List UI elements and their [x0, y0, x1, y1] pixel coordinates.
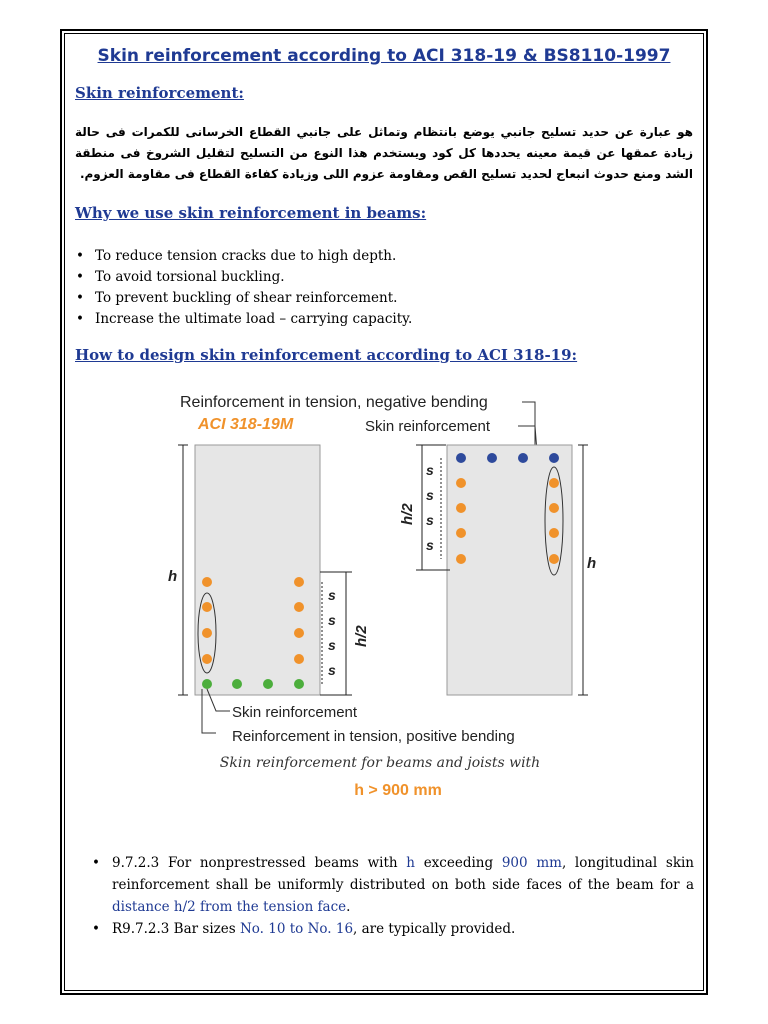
- list-item: • To reduce tension cracks due to high depth.: [75, 246, 412, 267]
- skin-bar: [549, 478, 559, 488]
- tension-bar: [518, 453, 528, 463]
- note-text: , are typically provided.: [353, 921, 516, 937]
- tension-bar: [549, 453, 559, 463]
- label-s: s: [426, 462, 434, 478]
- label-s: s: [426, 487, 434, 503]
- tension-bar: [487, 453, 497, 463]
- skin-bar: [202, 628, 212, 638]
- note-text: exceeding: [414, 855, 502, 871]
- note-highlight: distance h/2 from the tension face: [112, 899, 347, 915]
- code-note-9-7-2-3: [92, 852, 694, 918]
- skin-bar: [456, 478, 466, 488]
- skin-bar: [294, 602, 304, 612]
- label-skin-right: Skin reinforcement: [365, 418, 491, 435]
- label-h2-left: h/2: [353, 625, 370, 647]
- tension-bar: [202, 679, 212, 689]
- label-s: s: [328, 662, 336, 678]
- label-s: s: [426, 537, 434, 553]
- code-note-r9-7-2-3: [92, 918, 694, 940]
- skin-bar: [202, 654, 212, 664]
- tension-bar: [456, 453, 466, 463]
- arabic-definition-paragraph: هو عبارة عن حديد تسليح جانبي يوضع بانتظام وتماثل على جانبي القطاع الخرسانى للكمرات فى حالة زيادة عمقها عن قيمة معينه يحددها كل كود ويستخدم هذا النوع من التسليح لتقليل الشروخ فى منطقة الشد ومنع حدوث انبعاج لحديد تسليح القص ومقاومة عزوم اللى وزيادة كفاءة القطاع فى مقاومة العزوم.: [75, 125, 693, 181]
- label-s: s: [328, 587, 336, 603]
- note-highlight: 900 mm: [501, 855, 562, 871]
- note-text: 9.7.2.3 For nonprestressed beams with: [112, 855, 407, 871]
- reasons-list: [75, 246, 412, 330]
- label-negative-bending: Reinforcement in tension, negative bending: [180, 394, 488, 411]
- note-text: R9.7.2.3 Bar sizes: [112, 921, 240, 937]
- skin-bar: [294, 628, 304, 638]
- skin-bar: [549, 528, 559, 538]
- tension-bar: [294, 679, 304, 689]
- leader-negative-bending: [522, 402, 535, 445]
- skin-reinforcement-diagram: [150, 385, 610, 805]
- section-heading-why: Why we use skin reinforcement in beams:: [75, 204, 427, 222]
- label-s: s: [328, 637, 336, 653]
- tension-bar: [263, 679, 273, 689]
- leader-positive-bending: [202, 689, 216, 733]
- skin-bar: [294, 654, 304, 664]
- list-item: • Increase the ultimate load – carrying capacity.: [75, 309, 412, 330]
- code-label: ACI 318-19M: [198, 416, 294, 433]
- list-item: • To avoid torsional buckling.: [75, 267, 412, 288]
- label-h2-right: h/2: [399, 503, 416, 525]
- note-highlight: h: [406, 855, 415, 871]
- skin-bar: [549, 554, 559, 564]
- label-s: s: [328, 612, 336, 628]
- label-positive-bending: Reinforcement in tension, positive bending: [232, 728, 515, 745]
- list-item: • To prevent buckling of shear reinforcement.: [75, 288, 412, 309]
- skin-bar: [202, 577, 212, 587]
- skin-bar: [294, 577, 304, 587]
- skin-bar: [456, 528, 466, 538]
- skin-bar: [549, 503, 559, 513]
- document-title: Skin reinforcement according to ACI 318-19 & BS8110-1997: [97, 46, 671, 66]
- note-text: .: [346, 899, 351, 915]
- skin-bar: [456, 554, 466, 564]
- skin-bar: [202, 602, 212, 612]
- label-h-right: h: [587, 555, 597, 572]
- code-notes: [92, 852, 694, 940]
- label-s: s: [426, 512, 434, 528]
- section-heading-how-to-design: How to design skin reinforcement according to ACI 318-19:: [75, 346, 578, 364]
- note-highlight: No. 10 to No. 16: [239, 921, 354, 937]
- figure-caption: Skin reinforcement for beams and joists with: [219, 755, 541, 771]
- figure-condition: h > 900 mm: [354, 782, 442, 799]
- note-text: , longitudinal skin reinforcement shall be uniformly distributed on both side faces of the beam for a: [112, 855, 695, 893]
- label-h-left: h: [168, 568, 178, 585]
- label-skin-bottom: Skin reinforcement: [232, 704, 358, 721]
- tension-bar: [232, 679, 242, 689]
- section-heading-skin-reinforcement: Skin reinforcement:: [75, 84, 244, 102]
- skin-bar: [456, 503, 466, 513]
